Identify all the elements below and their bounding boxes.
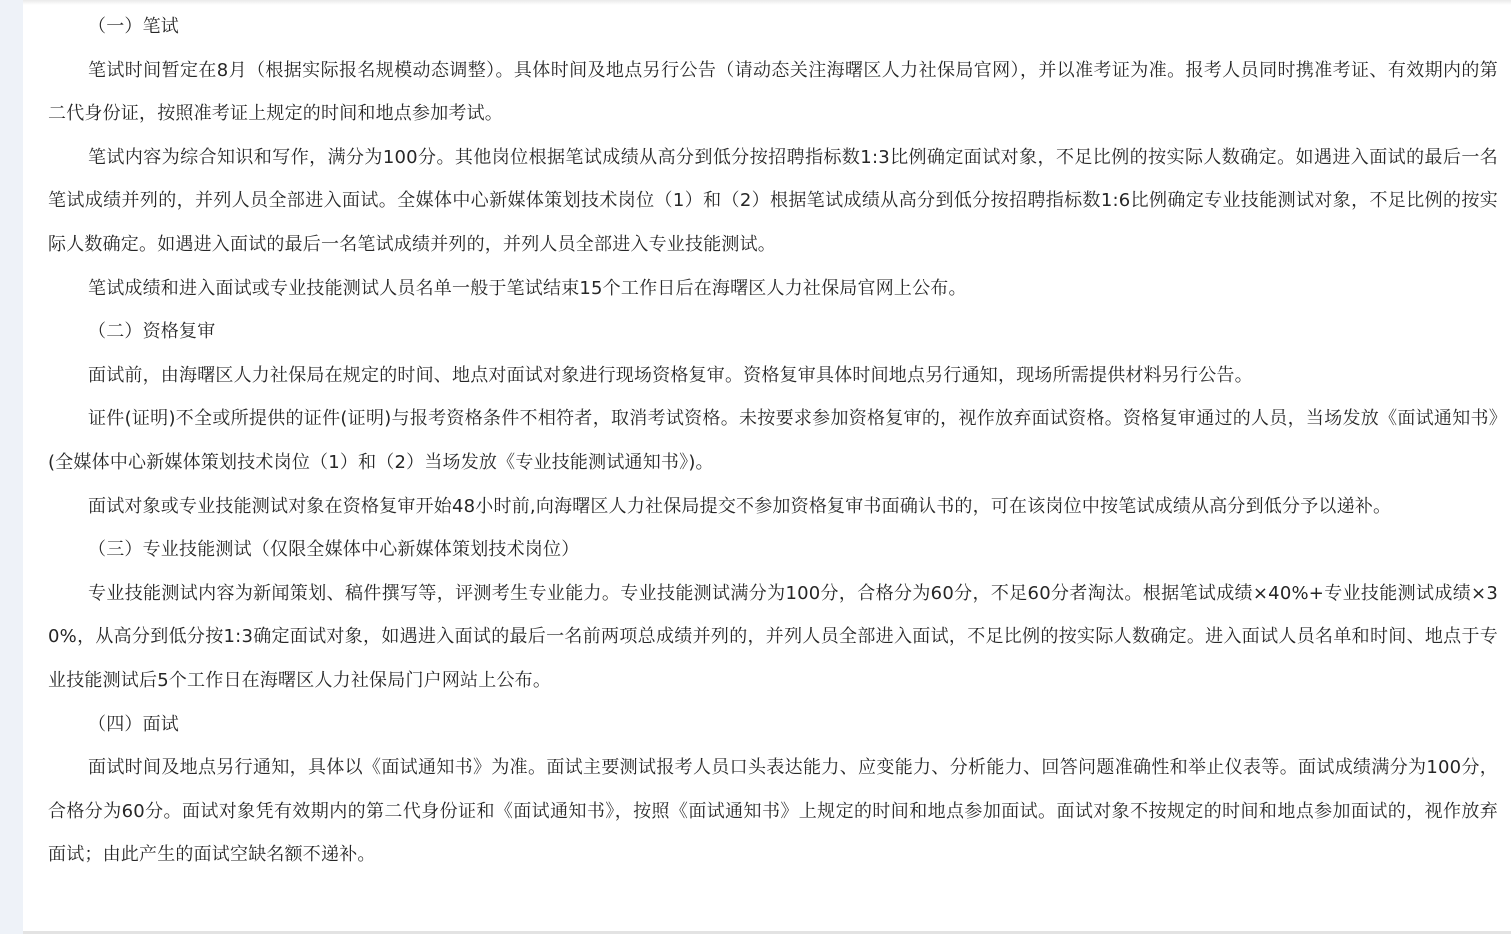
skills-test-paragraph: 专业技能测试内容为新闻策划、稿件撰写等，评测考生专业能力。专业技能测试满分为100分，合格分为60分，不足60分者淘汰。根据笔试成绩×40%+专业技能测试成绩×30%，从高分到低分按1:3确定面试对象，如遇进入面试的最后一名前两项总成绩并列的，并列人员全部进入面试，不足比例的按实际人数确定。进入面试人员名单和时间、地点于专业技能测试后5个工作日在海曙区人力社保局门户网站上公布。 xyxy=(48,582,1498,691)
left-gutter xyxy=(0,0,23,934)
heading-qualification-review: （二）资格复审 xyxy=(88,321,216,343)
written-exam-results-paragraph: 笔试成绩和进入面试或专业技能测试人员名单一般于笔试结束15个工作日后在海曙区人力社保局官网上公布。 xyxy=(88,277,967,299)
written-exam-time-paragraph: 笔试时间暂定在8月（根据实际报名规模动态调整）。具体时间及地点另行公告（请动态关注海曙区人力社保局官网），并以准考证为准。报考人员同时携准考证、有效期内的第二代身份证，按照准考证上规定的时间和地点参加考试。 xyxy=(48,59,1498,125)
qualification-review-paragraph: 面试前，由海曙区人力社保局在规定的时间、地点对面试对象进行现场资格复审。资格复审具体时间地点另行通知，现场所需提供材料另行公告。 xyxy=(88,364,1253,386)
heading-interview: （四）面试 xyxy=(88,713,179,735)
substitution-paragraph: 面试对象或专业技能测试对象在资格复审开始48小时前,向海曙区人力社保局提交不参加资格复审书面确认书的，可在该岗位中按笔试成绩从高分到低分予以递补。 xyxy=(88,495,1392,517)
written-exam-content-paragraph: 笔试内容为综合知识和写作，满分为100分。其他岗位根据笔试成绩从高分到低分按招聘指标数1:3比例确定面试对象，不足比例的按实际人数确定。如遇进入面试的最后一名笔试成绩并列的，并列人员全部进入面试。全媒体中心新媒体策划技术岗位（1）和（2）根据笔试成绩从高分到低分按招聘指标数1:6比例确定专业技能测试对象，不足比例的按实际人数确定。如遇进入面试的最后一名笔试成绩并列的，并列人员全部进入专业技能测试。 xyxy=(48,146,1498,255)
interview-paragraph: 面试时间及地点另行通知，具体以《面试通知书》为准。面试主要测试报考人员口头表达能力、应变能力、分析能力、回答问题准确性和举止仪表等。面试成绩满分为100分，合格分为60分。面试对象凭有效期内的第二代身份证和《面试通知书》，按照《面试通知书》上规定的时间和地点参加面试。面试对象不按规定的时间和地点参加面试的，视作放弃面试；由此产生的面试空缺名额不递补。 xyxy=(48,757,1498,866)
certificate-requirement-paragraph: 证件(证明)不全或所提供的证件(证明)与报考资格条件不相符者，取消考试资格。未按要求参加资格复审的，视作放弃面试资格。资格复审通过的人员，当场发放《面试通知书》(全媒体中心新媒体策划技术岗位（1）和（2）当场发放《专业技能测试通知书》)。 xyxy=(48,408,1498,473)
article-body xyxy=(48,5,1498,877)
heading-skills-test: （三）专业技能测试（仅限全媒体中心新媒体策划技术岗位） xyxy=(88,539,580,561)
heading-written-exam: （一）笔试 xyxy=(88,16,179,37)
